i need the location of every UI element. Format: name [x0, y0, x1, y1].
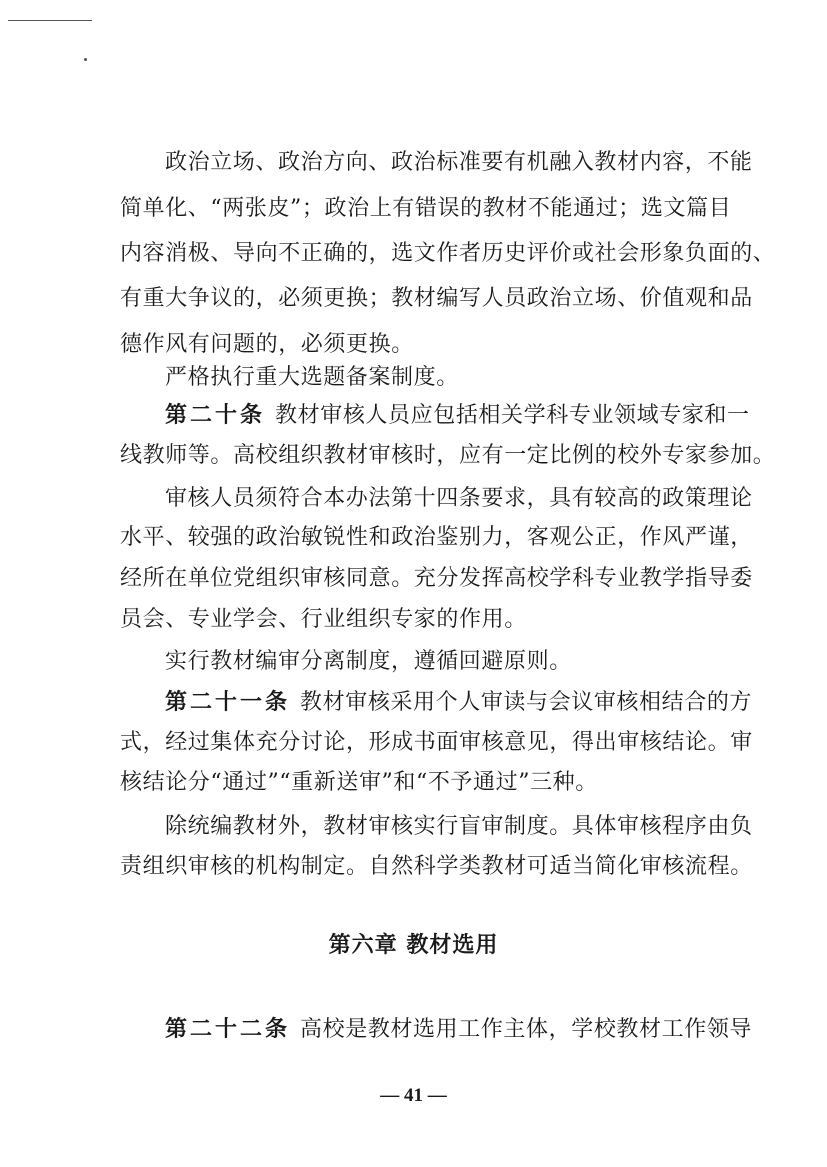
- text-line: 简单化、“两张皮”；政治上有错误的教材不能通过；选文篇目: [120, 196, 732, 221]
- article-22-line: 第二十二条 高校是教材选用工作主体，学校教材工作领导: [0, 1015, 827, 1045]
- text-line: 政治立场、政治方向、政治标准要有机融入教材内容，不能: [165, 150, 753, 175]
- text-line: 德作风有问题的，必须更换。: [120, 332, 414, 357]
- text-line: 核结论分“通过”“重新送审”和“不予通过”三种。: [120, 770, 598, 795]
- text-line: 员会、专业学会、行业组织专家的作用。: [120, 607, 527, 632]
- text-line: 实行教材编审分离制度，遵循回避原则。: [165, 649, 572, 674]
- article-20-heading: 第二十条: [165, 403, 266, 428]
- text-line: 责组织审核的机构制定。自然科学类教材可适当简化审核流程。: [120, 854, 753, 879]
- text-line: 严格执行重大选题备案制度。: [165, 365, 459, 390]
- page-number: — 41 —: [380, 1085, 447, 1106]
- article-21-line: 第二十一条 教材审核采用个人审读与会议审核相结合的方: [0, 688, 827, 718]
- text-line: 审核人员须符合本办法第十四条要求，具有较高的政策理论: [165, 486, 753, 511]
- text-line: 内容消极、导向不正确的，选文作者历史评价或社会形象负面的、: [120, 241, 776, 266]
- scan-artifact-line: [8, 20, 92, 21]
- text-line: 经所在单位党组织审核同意。充分发挥高校学科专业教学指导委: [120, 566, 753, 591]
- text-line: 线教师等。高校组织教材审核时，应有一定比例的校外专家参加。: [120, 443, 776, 468]
- text-line: 式，经过集体充分讨论，形成书面审核意见，得出审核结论。审: [120, 730, 753, 755]
- article-20-line: 第二十条 教材审核人员应包括相关学科专业领域专家和一: [0, 401, 827, 431]
- text-line: 除统编教材外，教材审核实行盲审制度。具体审核程序由负: [165, 814, 753, 839]
- article-22-heading: 第二十二条: [165, 1017, 291, 1042]
- text-line: 水平、较强的政治敏锐性和政治鉴别力，客观公正，作风严谨，: [120, 525, 753, 550]
- article-21-heading: 第二十一条: [165, 690, 291, 715]
- chapter-title: 第六章 教材选用: [328, 933, 499, 958]
- text-line: 有重大争议的，必须更换；教材编写人员政治立场、价值观和品: [120, 286, 753, 311]
- scan-artifact-dot: [84, 58, 87, 61]
